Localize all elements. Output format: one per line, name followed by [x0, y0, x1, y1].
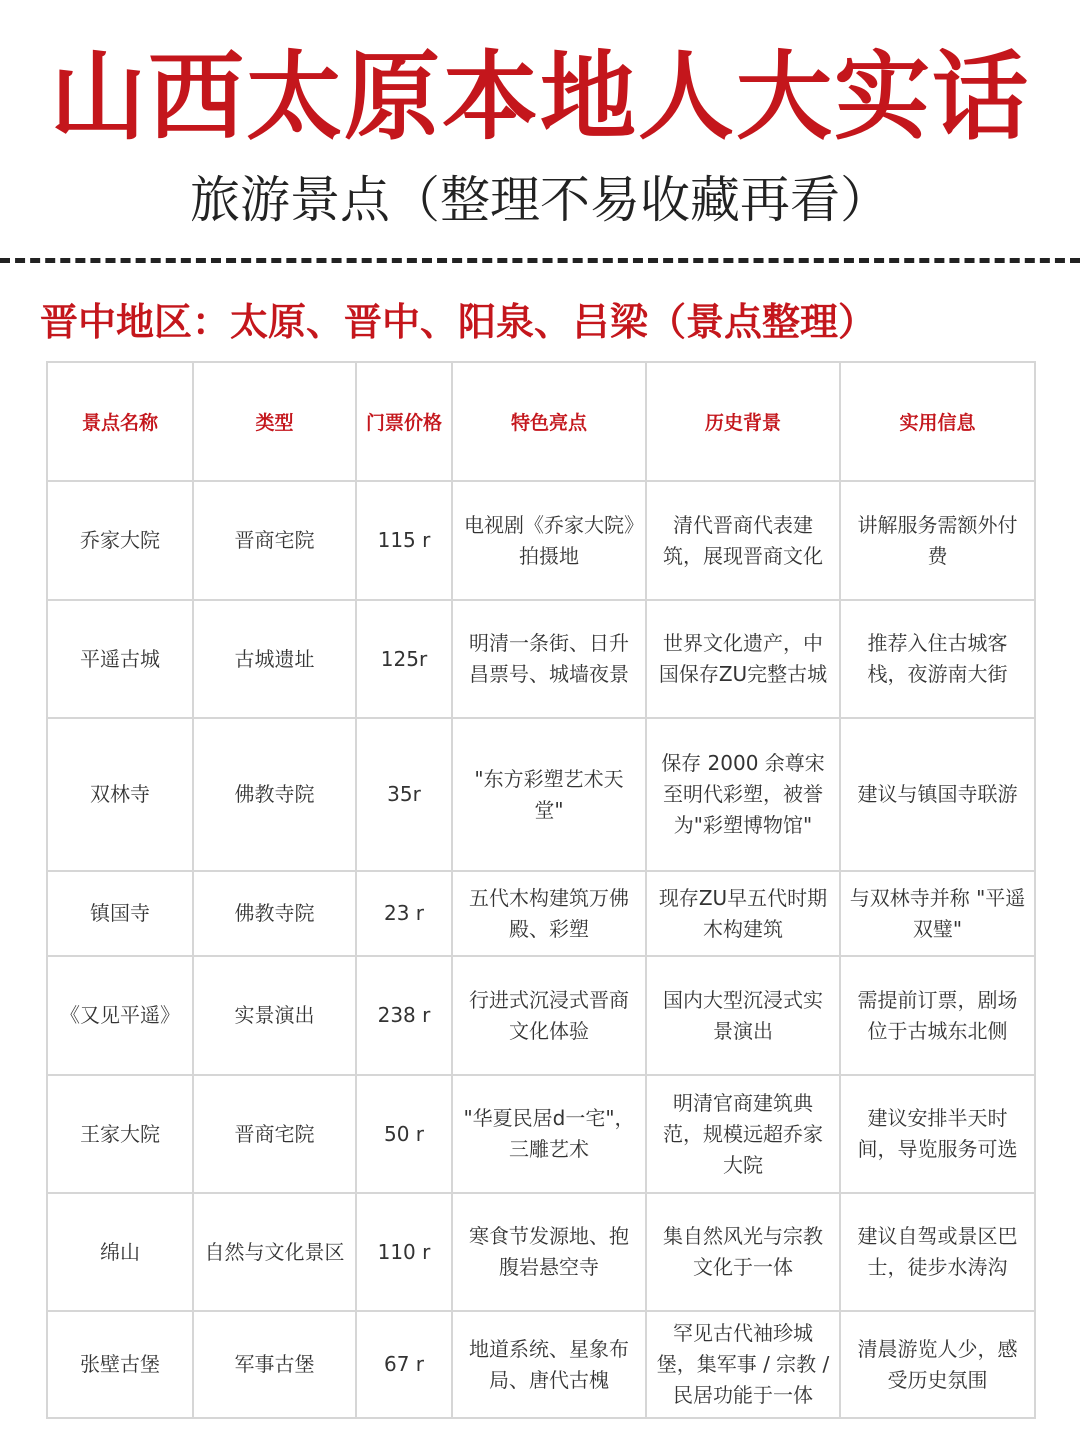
table-row — [47, 1311, 1035, 1418]
cell-highlights: "东方彩塑艺术天堂" — [452, 718, 646, 871]
cell-name: 镇国寺 — [47, 871, 193, 956]
cell-highlights: 明清一条街、日升昌票号、城墙夜景 — [452, 600, 646, 718]
table-header-row — [47, 362, 1035, 481]
cell-price: 238 r — [356, 956, 452, 1075]
cell-practical-info: 建议自驾或景区巴士，徒步水涛沟 — [840, 1193, 1035, 1311]
cell-price: 125r — [356, 600, 452, 718]
table-row — [47, 481, 1035, 600]
cell-practical-info: 建议与镇国寺联游 — [840, 718, 1035, 871]
cell-history: 集自然风光与宗教文化于一体 — [646, 1193, 840, 1311]
cell-practical-info: 与双林寺并称 "平遥双璧" — [840, 871, 1035, 956]
cell-type: 军事古堡 — [193, 1311, 356, 1418]
cell-history: 清代晋商代表建筑，展现晋商文化 — [646, 481, 840, 600]
cell-history: 保存 2000 余尊宋至明代彩塑，被誉为"彩塑博物馆" — [646, 718, 840, 871]
cell-price: 67 r — [356, 1311, 452, 1418]
cell-type: 自然与文化景区 — [193, 1193, 356, 1311]
cell-price: 50 r — [356, 1075, 452, 1193]
cell-type: 晋商宅院 — [193, 1075, 356, 1193]
header-price: 门票价格 — [356, 362, 452, 481]
header-type: 类型 — [193, 362, 356, 481]
page-subtitle: 旅游景点（整理不易收藏再看） — [190, 171, 890, 229]
header-practical-info: 实用信息 — [840, 362, 1035, 481]
cell-highlights: "华夏民居d一宅"，三雕艺术 — [452, 1075, 646, 1193]
cell-history: 明清官商建筑典范，规模远超乔家大院 — [646, 1075, 840, 1193]
page-title: 山西太原本地人大实话 — [50, 41, 1030, 153]
cell-name: 王家大院 — [47, 1075, 193, 1193]
cell-type: 佛教寺院 — [193, 718, 356, 871]
table-row — [47, 1193, 1035, 1311]
cell-price: 23 r — [356, 871, 452, 956]
cell-price: 35r — [356, 718, 452, 871]
cell-history: 世界文化遗产，中国保存ZU完整古城 — [646, 600, 840, 718]
table-row — [47, 1075, 1035, 1193]
table-row — [47, 600, 1035, 718]
table-row — [47, 718, 1035, 871]
cell-price: 115 r — [356, 481, 452, 600]
dashed-divider — [0, 258, 1080, 263]
cell-history: 罕见古代袖珍城堡，集军事 / 宗教 / 民居功能于一体 — [646, 1311, 840, 1418]
cell-type: 古城遗址 — [193, 600, 356, 718]
cell-type: 实景演出 — [193, 956, 356, 1075]
cell-practical-info: 需提前订票，剧场位于古城东北侧 — [840, 956, 1035, 1075]
header-highlights: 特色亮点 — [452, 362, 646, 481]
cell-price: 110 r — [356, 1193, 452, 1311]
section-heading: 晋中地区：太原、晋中、阳泉、吕梁（景点整理） — [40, 300, 877, 344]
table-row — [47, 956, 1035, 1075]
cell-name: 绵山 — [47, 1193, 193, 1311]
cell-highlights: 五代木构建筑万佛殿、彩塑 — [452, 871, 646, 956]
cell-name: 双林寺 — [47, 718, 193, 871]
attractions-table — [46, 361, 1036, 1419]
table-row — [47, 871, 1035, 956]
cell-type: 佛教寺院 — [193, 871, 356, 956]
cell-practical-info: 讲解服务需额外付费 — [840, 481, 1035, 600]
cell-practical-info: 推荐入住古城客栈，夜游南大街 — [840, 600, 1035, 718]
cell-practical-info: 清晨游览人少，感受历史氛围 — [840, 1311, 1035, 1418]
cell-name: 平遥古城 — [47, 600, 193, 718]
cell-practical-info: 建议安排半天时间，导览服务可选 — [840, 1075, 1035, 1193]
cell-highlights: 电视剧《乔家大院》拍摄地 — [452, 481, 646, 600]
cell-highlights: 地道系统、星象布局、唐代古槐 — [452, 1311, 646, 1418]
header-history: 历史背景 — [646, 362, 840, 481]
cell-name: 乔家大院 — [47, 481, 193, 600]
cell-history: 国内大型沉浸式实景演出 — [646, 956, 840, 1075]
header-name: 景点名称 — [47, 362, 193, 481]
cell-type: 晋商宅院 — [193, 481, 356, 600]
cell-highlights: 寒食节发源地、抱腹岩悬空寺 — [452, 1193, 646, 1311]
cell-history: 现存ZU早五代时期木构建筑 — [646, 871, 840, 956]
cell-name: 《又见平遥》 — [47, 956, 193, 1075]
cell-highlights: 行进式沉浸式晋商文化体验 — [452, 956, 646, 1075]
cell-name: 张壁古堡 — [47, 1311, 193, 1418]
